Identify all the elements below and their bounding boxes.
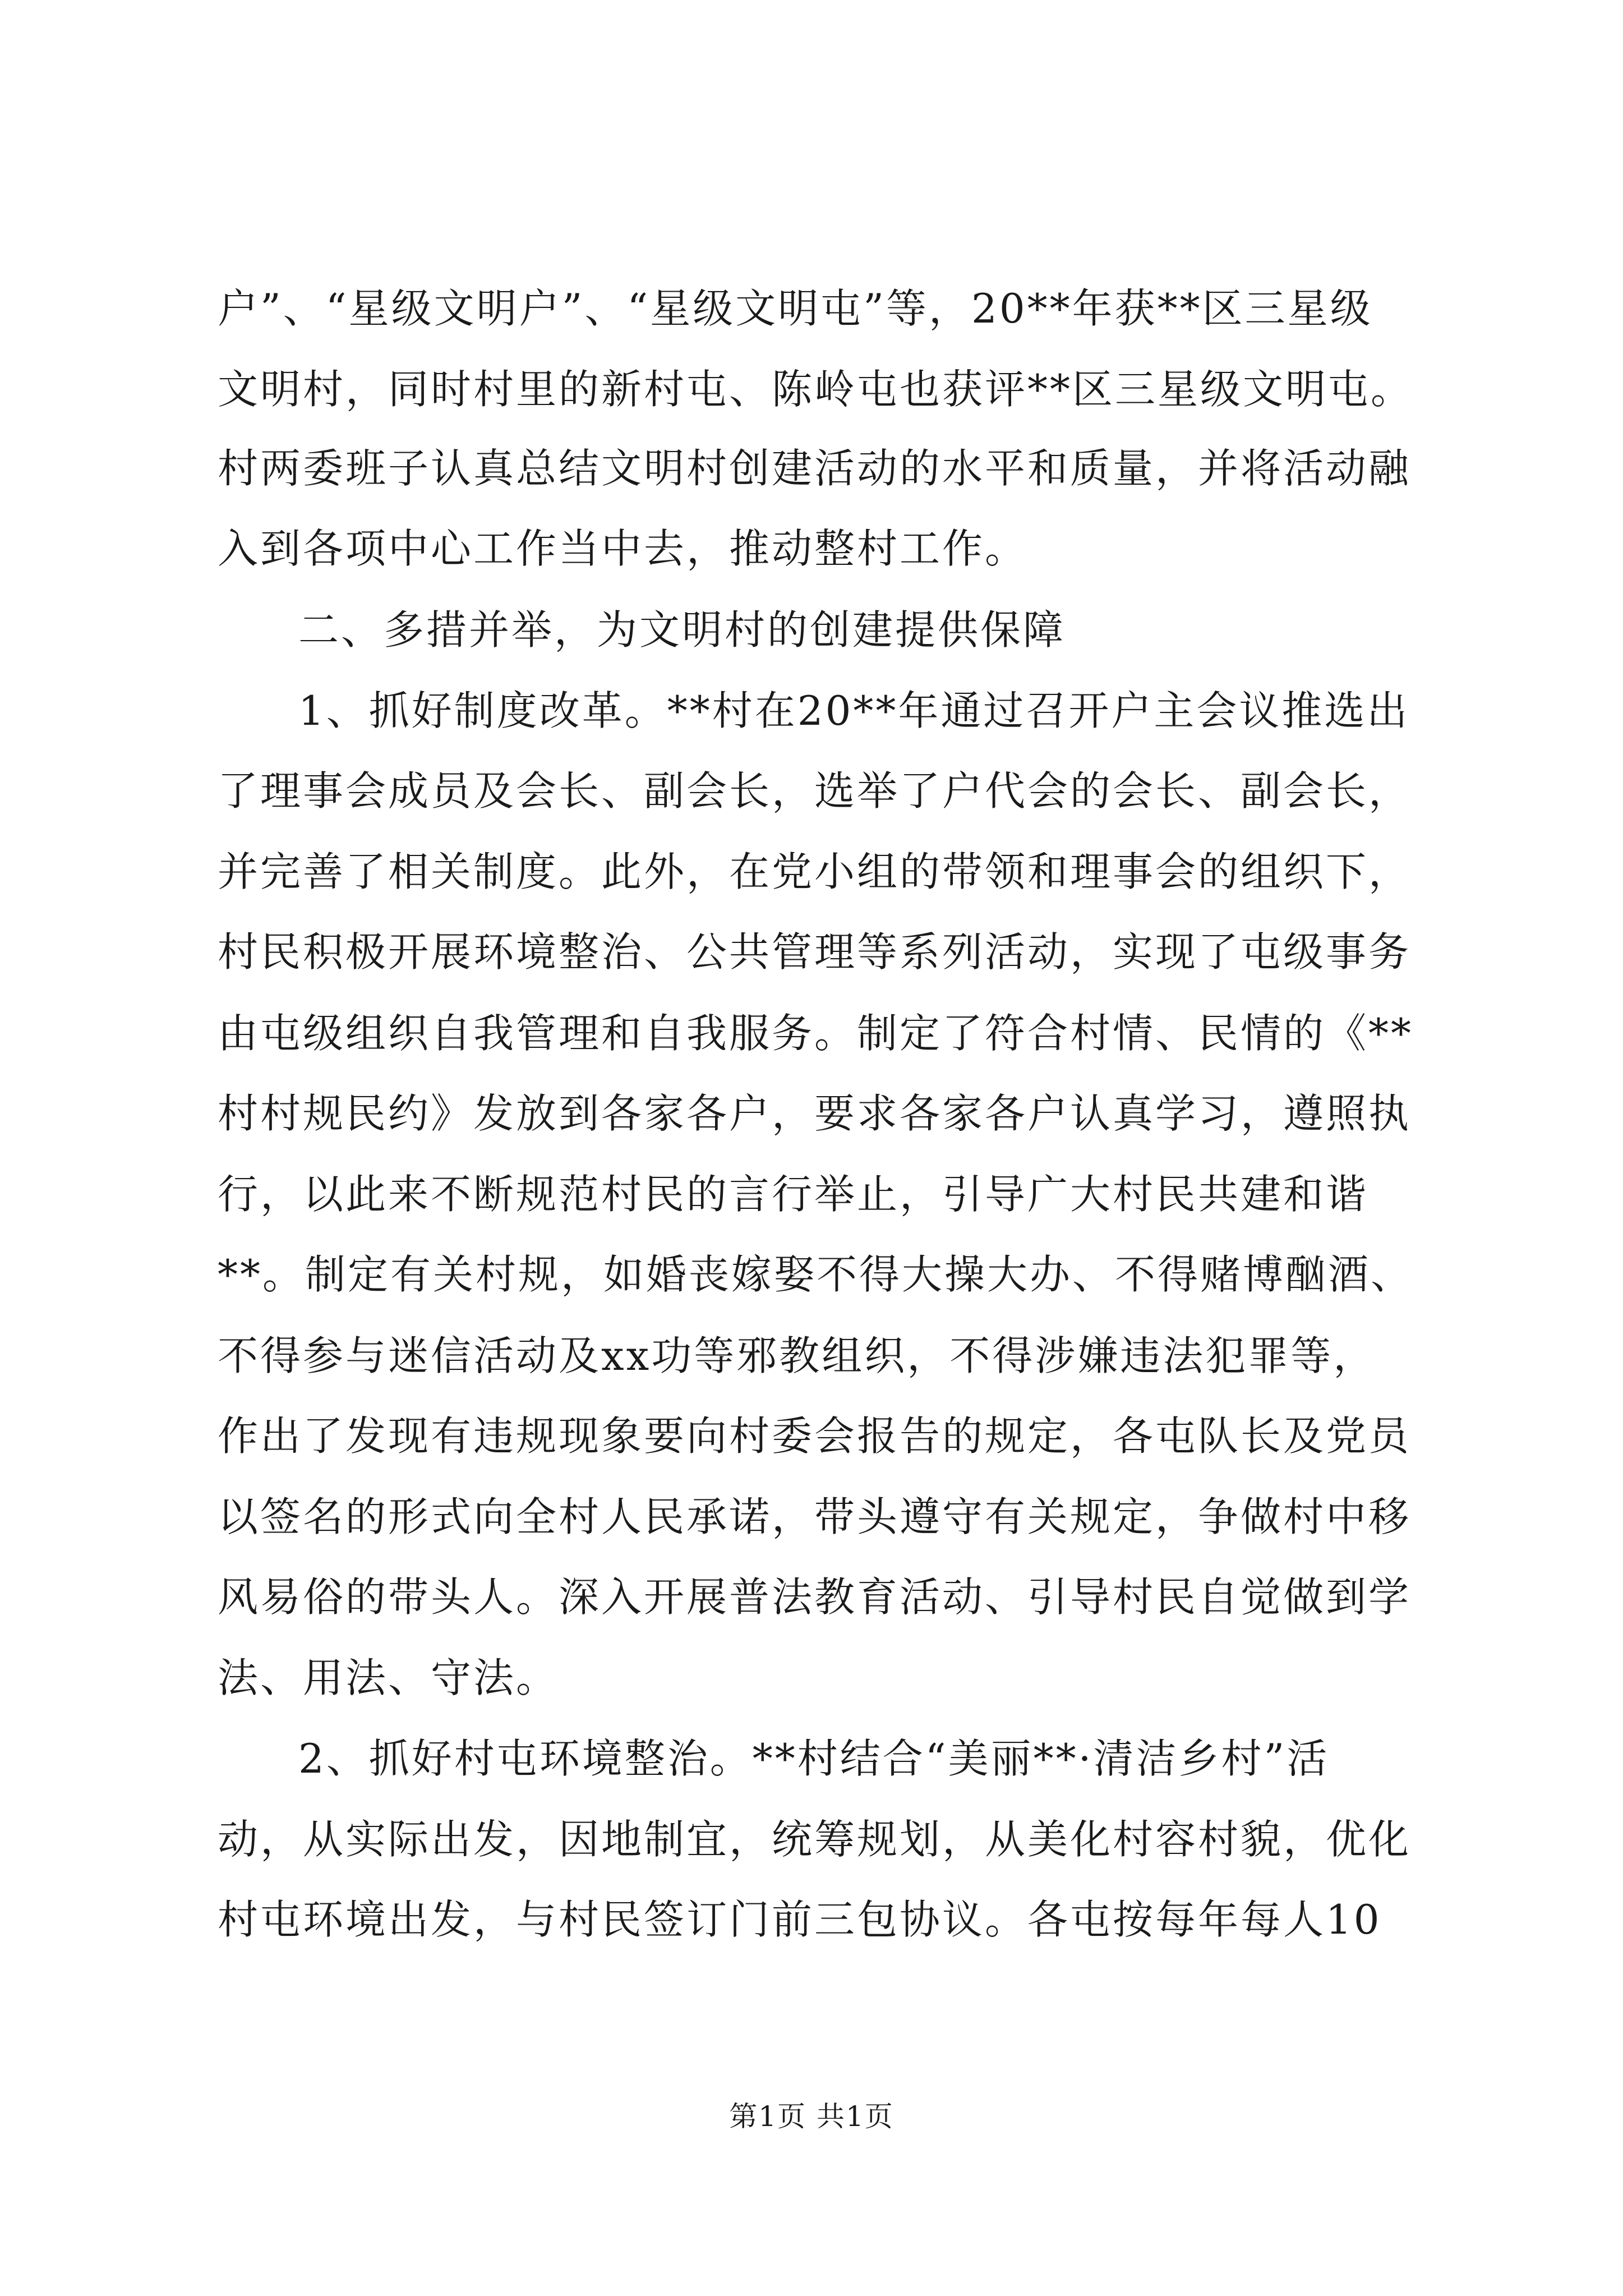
text-line: 文明村，同时村里的新村屯、陈岭屯也获评**区三星级文明屯。 [218, 366, 1414, 413]
text-line: 村两委班子认真总结文明村创建活动的水平和质量，并将活动融 [218, 445, 1412, 492]
paragraph-start: 2、抓好村屯环境整治。**村结合“美丽**·清洁乡村”活 [298, 1735, 1330, 1782]
text-line: 风易俗的带头人。深入开展普法教育活动、引导村民自觉做到学 [218, 1573, 1412, 1621]
text-line: 不得参与迷信活动及xx功等邪教组织，不得涉嫌违法犯罪等， [218, 1332, 1376, 1379]
text-line: 了理事会成员及会长、副会长，选举了户代会的会长、副会长， [218, 767, 1412, 815]
paragraph-start: 1、抓好制度改革。**村在20**年通过召开户主会议推选出 [298, 687, 1410, 734]
text-line: 并完善了相关制度。此外，在党小组的带领和理事会的组织下， [218, 848, 1412, 895]
text-line: 法、用法、守法。 [218, 1654, 559, 1701]
text-line: 作出了发现有违规现象要向村委会报告的规定，各屯队长及党员 [218, 1412, 1412, 1460]
text-line: 户”、“星级文明户”、“星级文明屯”等，20**年获**区三星级 [218, 285, 1373, 332]
text-line: 村民积极开展环境整治、公共管理等系列活动，实现了屯级事务 [218, 928, 1412, 976]
text-line: 动，从实际出发，因地制宜，统筹规划，从美化村容村貌，优化 [218, 1816, 1412, 1863]
text-line: **。制定有关村规，如婚丧嫁娶不得大操大办、不得赌博酗酒、 [218, 1251, 1414, 1298]
text-line: 由屯级组织自我管理和自我服务。制定了符合村情、民情的《** [218, 1010, 1414, 1057]
text-line: 村村规民约》发放到各家各户，要求各家各户认真学习，遵照执 [218, 1090, 1412, 1137]
page-number-footer: 第1页 共1页 [729, 2100, 894, 2133]
text-line: 村屯环境出发，与村民签订门前三包协议。各屯按每年每人10 [218, 1896, 1382, 1943]
text-line: 以签名的形式向全村人民承诺，带头遵守有关规定，争做村中移 [218, 1493, 1412, 1540]
text-line: 入到各项中心工作当中去，推动整村工作。 [218, 525, 1028, 572]
section-heading: 二、多措并举，为文明村的创建提供保障 [298, 606, 1066, 654]
text-line: 行，以此来不断规范村民的言行举止，引导广大村民共建和谐 [218, 1171, 1369, 1218]
